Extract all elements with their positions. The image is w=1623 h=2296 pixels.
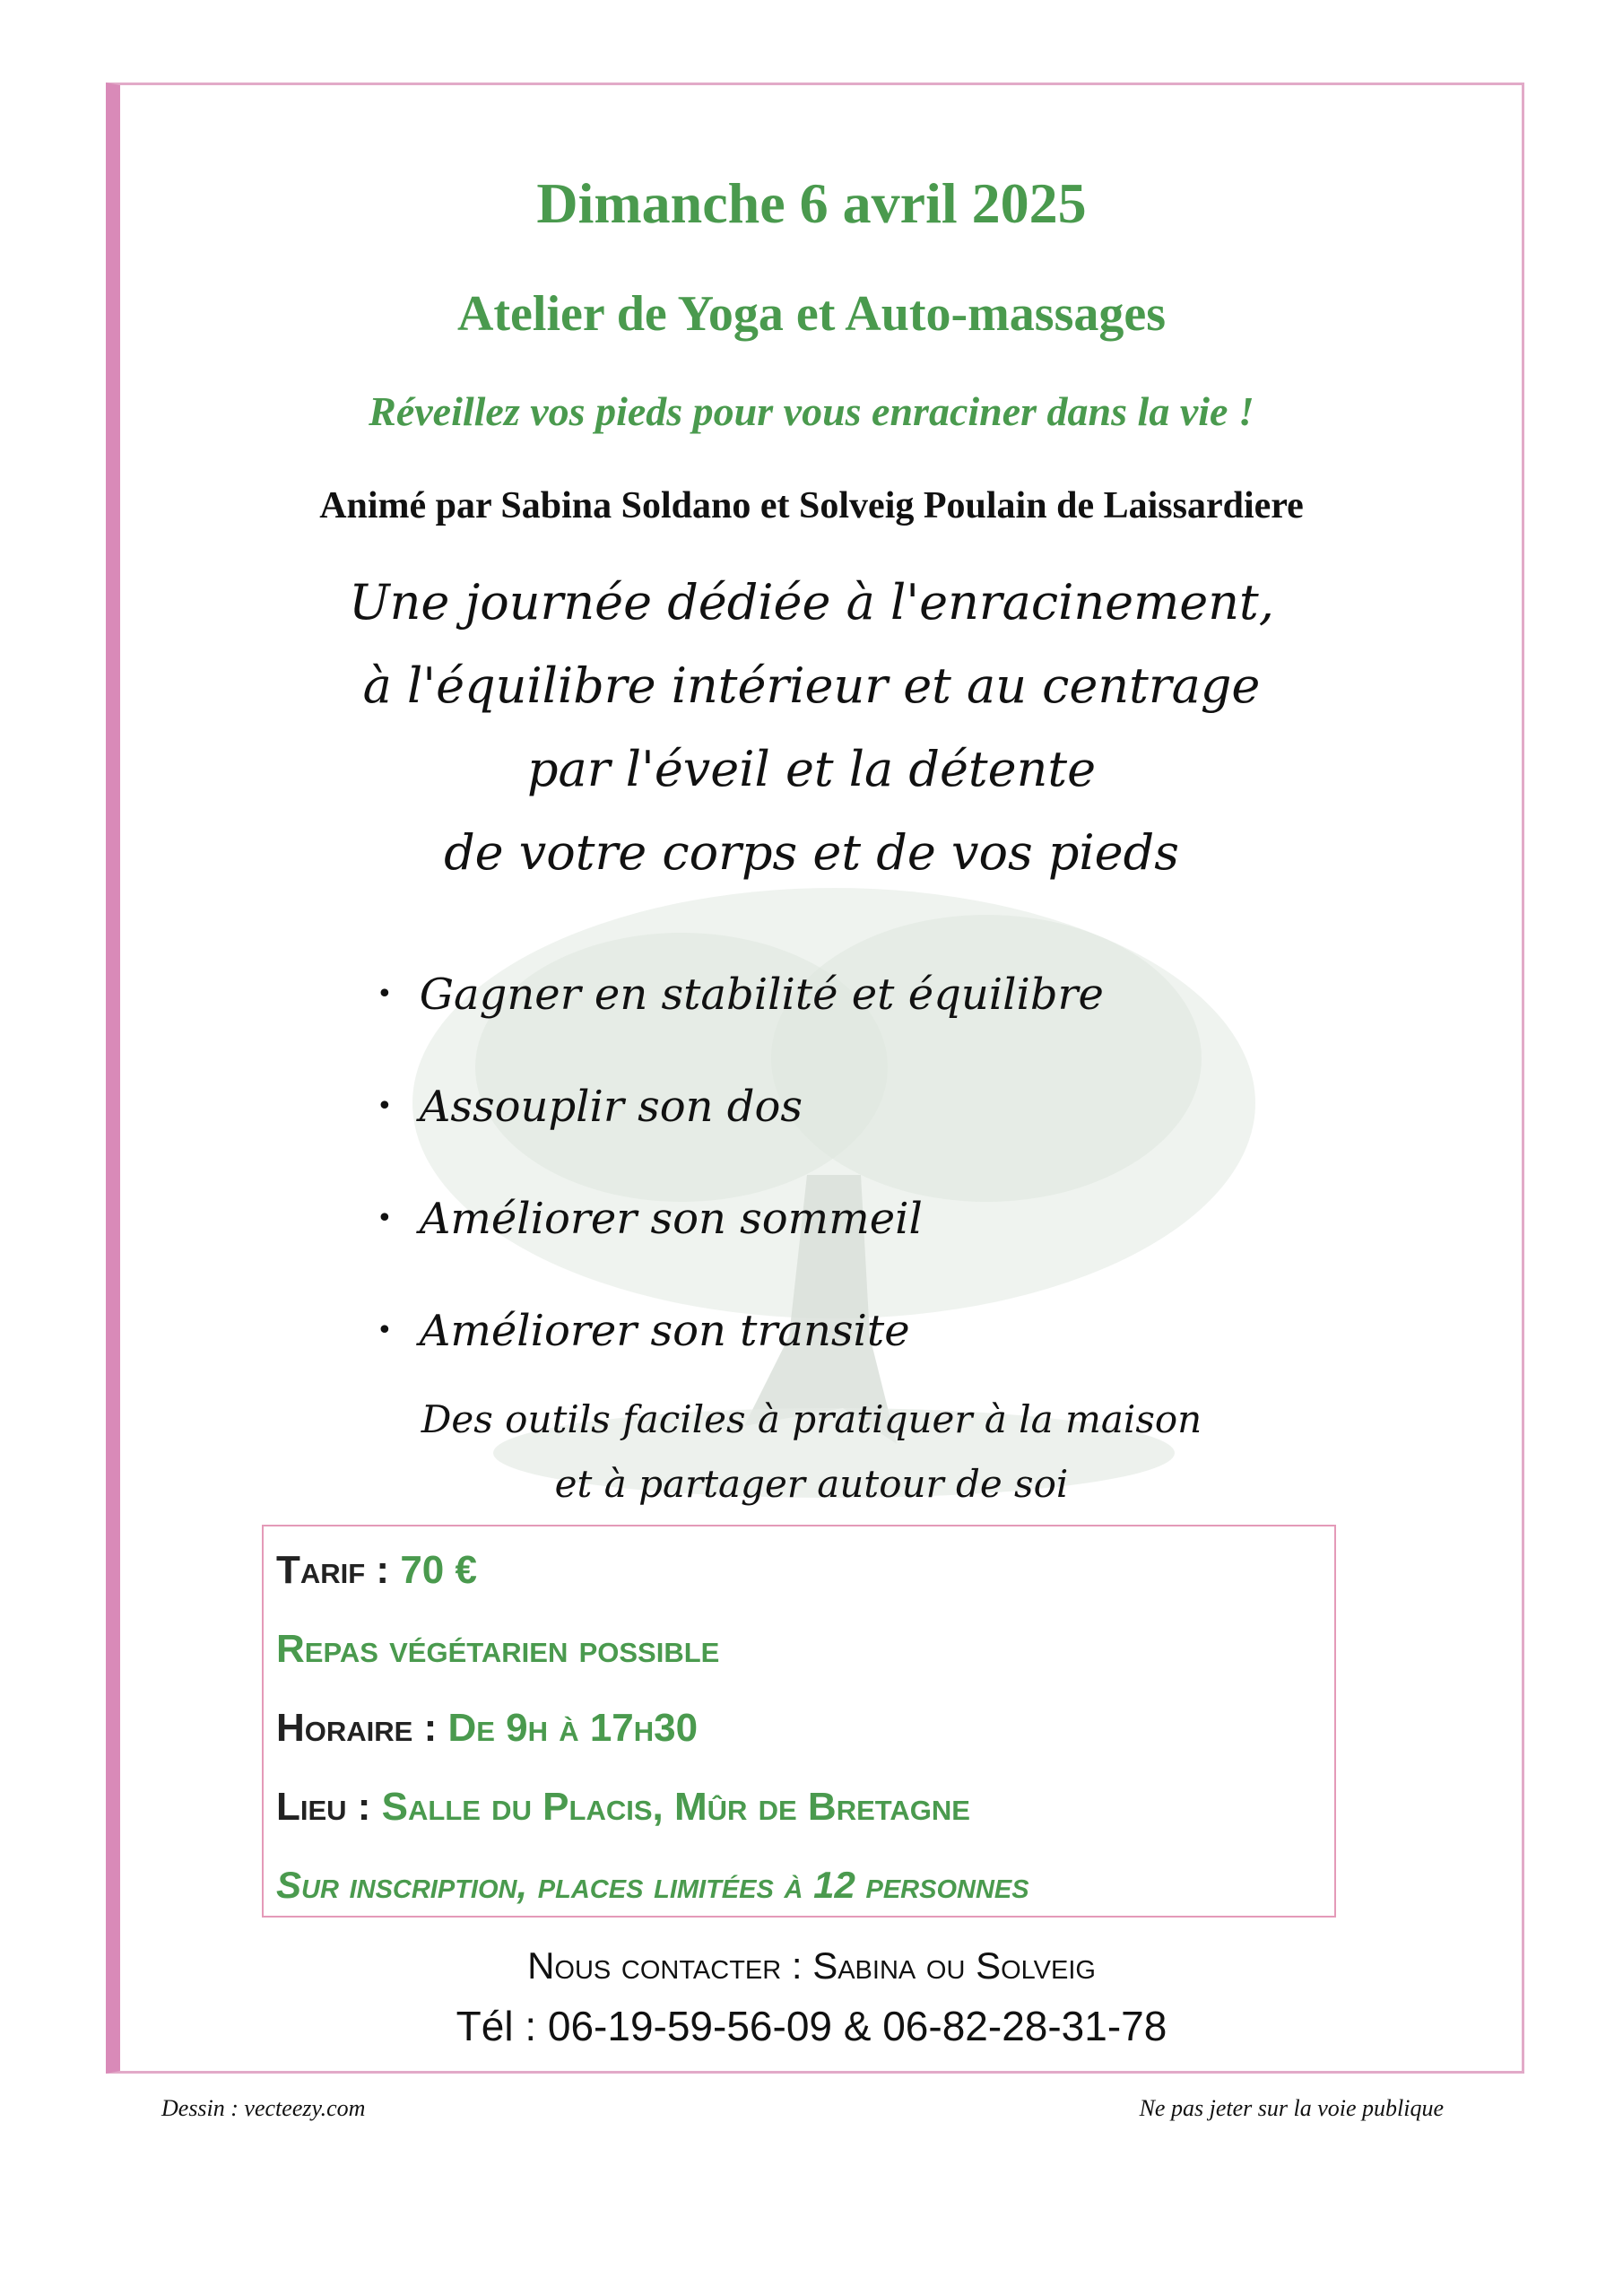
schedule-row [276,1706,698,1751]
location-value: Salle du Placis, Mûr de Bretagne [381,1785,970,1829]
phone-line: Tél : 06-19-59-56-09 & 06-82-28-31-78 [456,2003,1167,2049]
benefit-text: Améliorer son transite [419,1305,910,1356]
info-box [262,1525,1336,1918]
schedule-value: De 9h à 17h30 [447,1706,699,1750]
tools-line: Des outils faciles à pratiquer à la maison [421,1397,1202,1441]
tools-line: et à partager autour de soi [554,1462,1069,1506]
intro-line: Une journée dédiée à l'enracinement, [349,574,1274,631]
location-row [276,1785,970,1830]
workshop-title: Atelier de Yoga et Auto-massages [456,286,1167,342]
price-label: Tarif : [276,1548,390,1592]
price-row [276,1548,477,1593]
footer-notice: Ne pas jeter sur la voie publique [1139,2095,1444,2121]
bullet-icon: • [377,1315,393,1346]
benefit-text: Gagner en stabilité et équilibre [419,969,1104,1020]
bullet-icon: • [377,1091,393,1122]
meal-text: Repas végétarien possible [276,1627,720,1671]
contact-line: Nous contacter : Sabina ou Solveig [527,1944,1096,1987]
benefit-list [377,938,1104,1387]
hosts: Animé par Sabina Soldano et Solveig Poulain de Laissardiere [319,485,1304,526]
list-item [377,1274,1104,1387]
list-item [377,938,1104,1050]
schedule-label: Horaire : [276,1706,438,1750]
intro-line: à l'équilibre intérieur et au centrage [362,657,1261,714]
intro-line: par l'éveil et la détente [526,741,1097,797]
benefit-text: Améliorer son sommeil [419,1193,923,1244]
bullet-icon: • [377,1203,393,1234]
list-item [377,1162,1104,1274]
location-label: Lieu : [276,1785,371,1829]
meal-row [276,1627,719,1672]
footer-credit: Dessin : vecteezy.com [161,2095,366,2121]
event-date: Dimanche 6 avril 2025 [536,171,1087,235]
tagline: Réveillez vos pieds pour vous enraciner dans la vie ! [369,388,1254,434]
list-item [377,1050,1104,1162]
registration-note: Sur inscription, places limitées à 12 personnes [276,1864,1029,1906]
bullet-icon: • [377,978,393,1010]
benefit-text: Assouplir son dos [419,1081,803,1132]
price-value: 70 € [400,1548,477,1592]
intro-line: de votre corps et de vos pieds [444,824,1179,881]
